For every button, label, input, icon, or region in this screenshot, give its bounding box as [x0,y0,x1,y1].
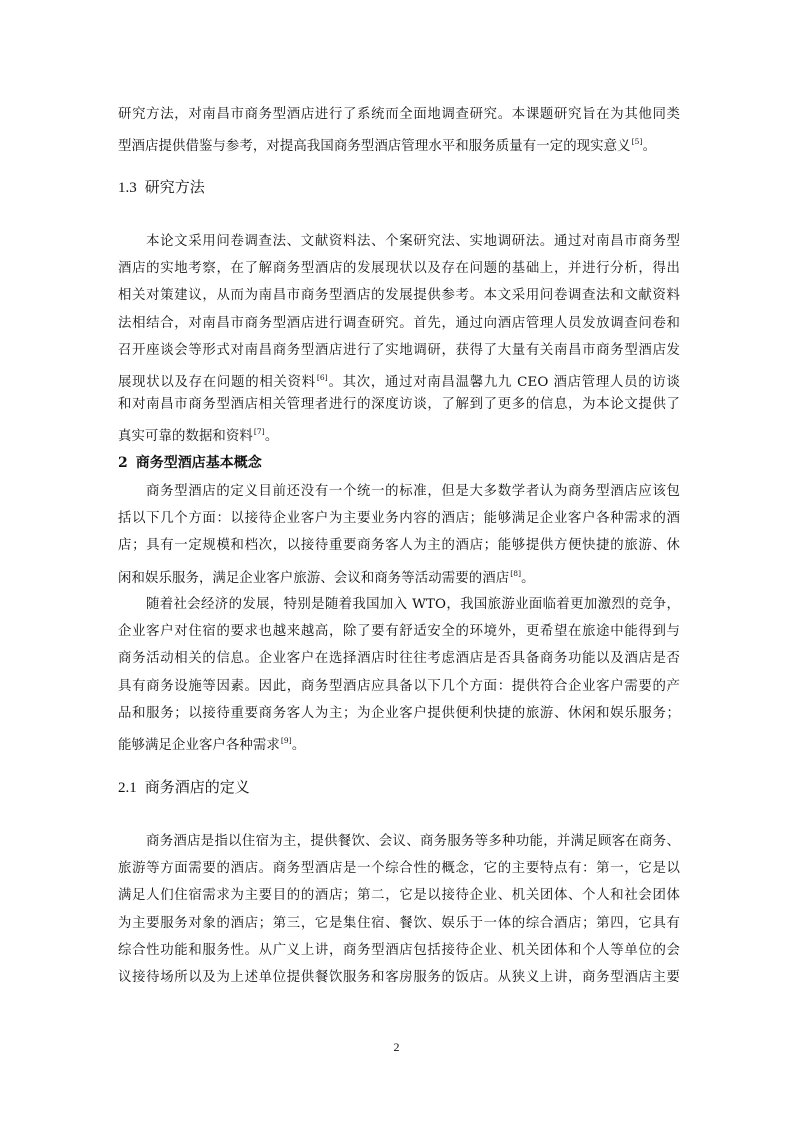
paragraph-definition [118,478,680,587]
text-line: 展现状以及存在问题的相关资料[6]。其次，通过对南昌温馨九九 CEO 酒店管理人员的访谈 [118,372,680,390]
paragraph-intro-continuation [118,101,680,155]
section-title: 商务酒店的定义 [144,780,250,796]
citation-marker: [9] [280,735,292,745]
section-heading-1-3 [118,177,205,199]
citation-marker: [8] [510,568,522,578]
text-line: 召开座谈会等形式对南昌商务型酒店进行了实地调研，获得了大量有关南昌市商务型酒店发 [118,342,680,358]
section-number: 1.3 [118,180,137,196]
citation-marker: [7] [253,427,265,437]
text-line: 品和服务；以接待重要商务客人为主；为企业客户提供便利快捷的旅游、休闲和娱乐服务； [118,705,680,721]
text-line: 括以下几个方面：以接待企业客户为主要业务内容的酒店；能够满足企业客户各种需求的酒 [118,511,680,527]
text-line: 酒店的实地考察，在了解商务型酒店的发展现状以及存在问题的基础上，并进行分析，得出 [118,261,680,277]
text-line: 商务型酒店的定义目前还没有一个统一的标准，但是大多数学者认为商务型酒店应该包 [146,484,680,499]
text-line: 具有商务设施等因素。因此，商务型酒店应具备以下几个方面：提供符合企业客户需要的产 [118,678,680,694]
paragraph-business-hotel [118,828,680,991]
text-line: 综合性功能和服务性。从广义上讲，商务型酒店包括接待企业、机关团体和个人等单位的会 [118,942,680,958]
text-line: 满足人们住宿需求为主要目的的酒店；第二，它是以接待企业、机关团体、个人和社会团体 [118,888,680,904]
text-line: 议接待场所以及为上述单位提供餐饮服务和客房服务的饭店。从狭义上讲，商务型酒店主要 [118,969,680,985]
text-line: 商务活动相关的信息。企业客户在选择酒店时往往考虑酒店是否具备商务功能以及酒店是否 [118,651,680,667]
citation-marker: [5] [631,137,643,147]
text-line: 店；具有一定规模和档次，以接待重要商务客人为主的酒店；能够提供方便快捷的旅游、休 [118,538,680,554]
text-line: 相关对策建议，从而为南昌市商务型酒店的发展提供参考。本文采用问卷调查法和文献资料 [118,288,680,304]
text-line: 企业客户对住宿的要求也越来越高，除了要有舒适安全的环境外，更希望在旅途中能得到与 [118,624,680,640]
section-title: 商务型酒店基本概念 [135,455,262,471]
section-title: 研究方法 [144,180,205,196]
page-number: 2 [393,1040,400,1054]
text-line: 和对南昌市商务型酒店相关管理者进行的深度访谈，了解到了更多的信息，为本论文提供了 [118,397,680,413]
section-heading-2-1 [118,777,250,799]
paragraph-research-method [118,228,680,446]
text-line: 法相结合，对南昌市商务型酒店进行调查研究。首先，通过向酒店管理人员发放调查问卷和 [118,315,680,331]
text-line: 旅游等方面需要的酒店。商务型酒店是一个综合性的概念，它的主要特点有：第一，它是以 [118,861,680,877]
text-line: 本论文采用问卷调查法、文献资料法、个案研究法、实地调研法。通过对南昌市商务型 [146,234,680,249]
text-line: 商务酒店是指以住宿为主，提供餐饮、会议、商务服务等多种功能，并满足顾客在商务、 [146,834,680,849]
text-line: 型酒店提供借鉴与参考，对提高我国商务型酒店管理水平和服务质量有一定的现实意义[5]。 [118,137,657,155]
section-number: 2 [118,455,128,471]
text-line: 真实可靠的数据和资料[7]。 [118,427,279,445]
paragraph-wto [118,591,680,754]
text-line: 研究方法，对南昌市商务型酒店进行了系统而全面地调查研究。本课题研究旨在为其他同类 [118,107,680,122]
text-line: 能够满足企业客户各种需求[9]。 [118,735,306,753]
section-heading-2 [118,452,262,474]
text-line: 为主要服务对象的酒店；第三，它是集住宿、餐饮、娱乐于一体的综合酒店；第四，它具有 [118,915,680,931]
citation-marker: [6] [316,372,328,382]
text-line: 随着社会经济的发展，特别是随着我国加入 WTO，我国旅游业面临着更加激烈的竞争， [146,597,680,612]
text-line: 闲和娱乐服务，满足企业客户旅游、会议和商务等活动需要的酒店[8]。 [118,568,535,586]
section-number: 2.1 [118,780,137,796]
